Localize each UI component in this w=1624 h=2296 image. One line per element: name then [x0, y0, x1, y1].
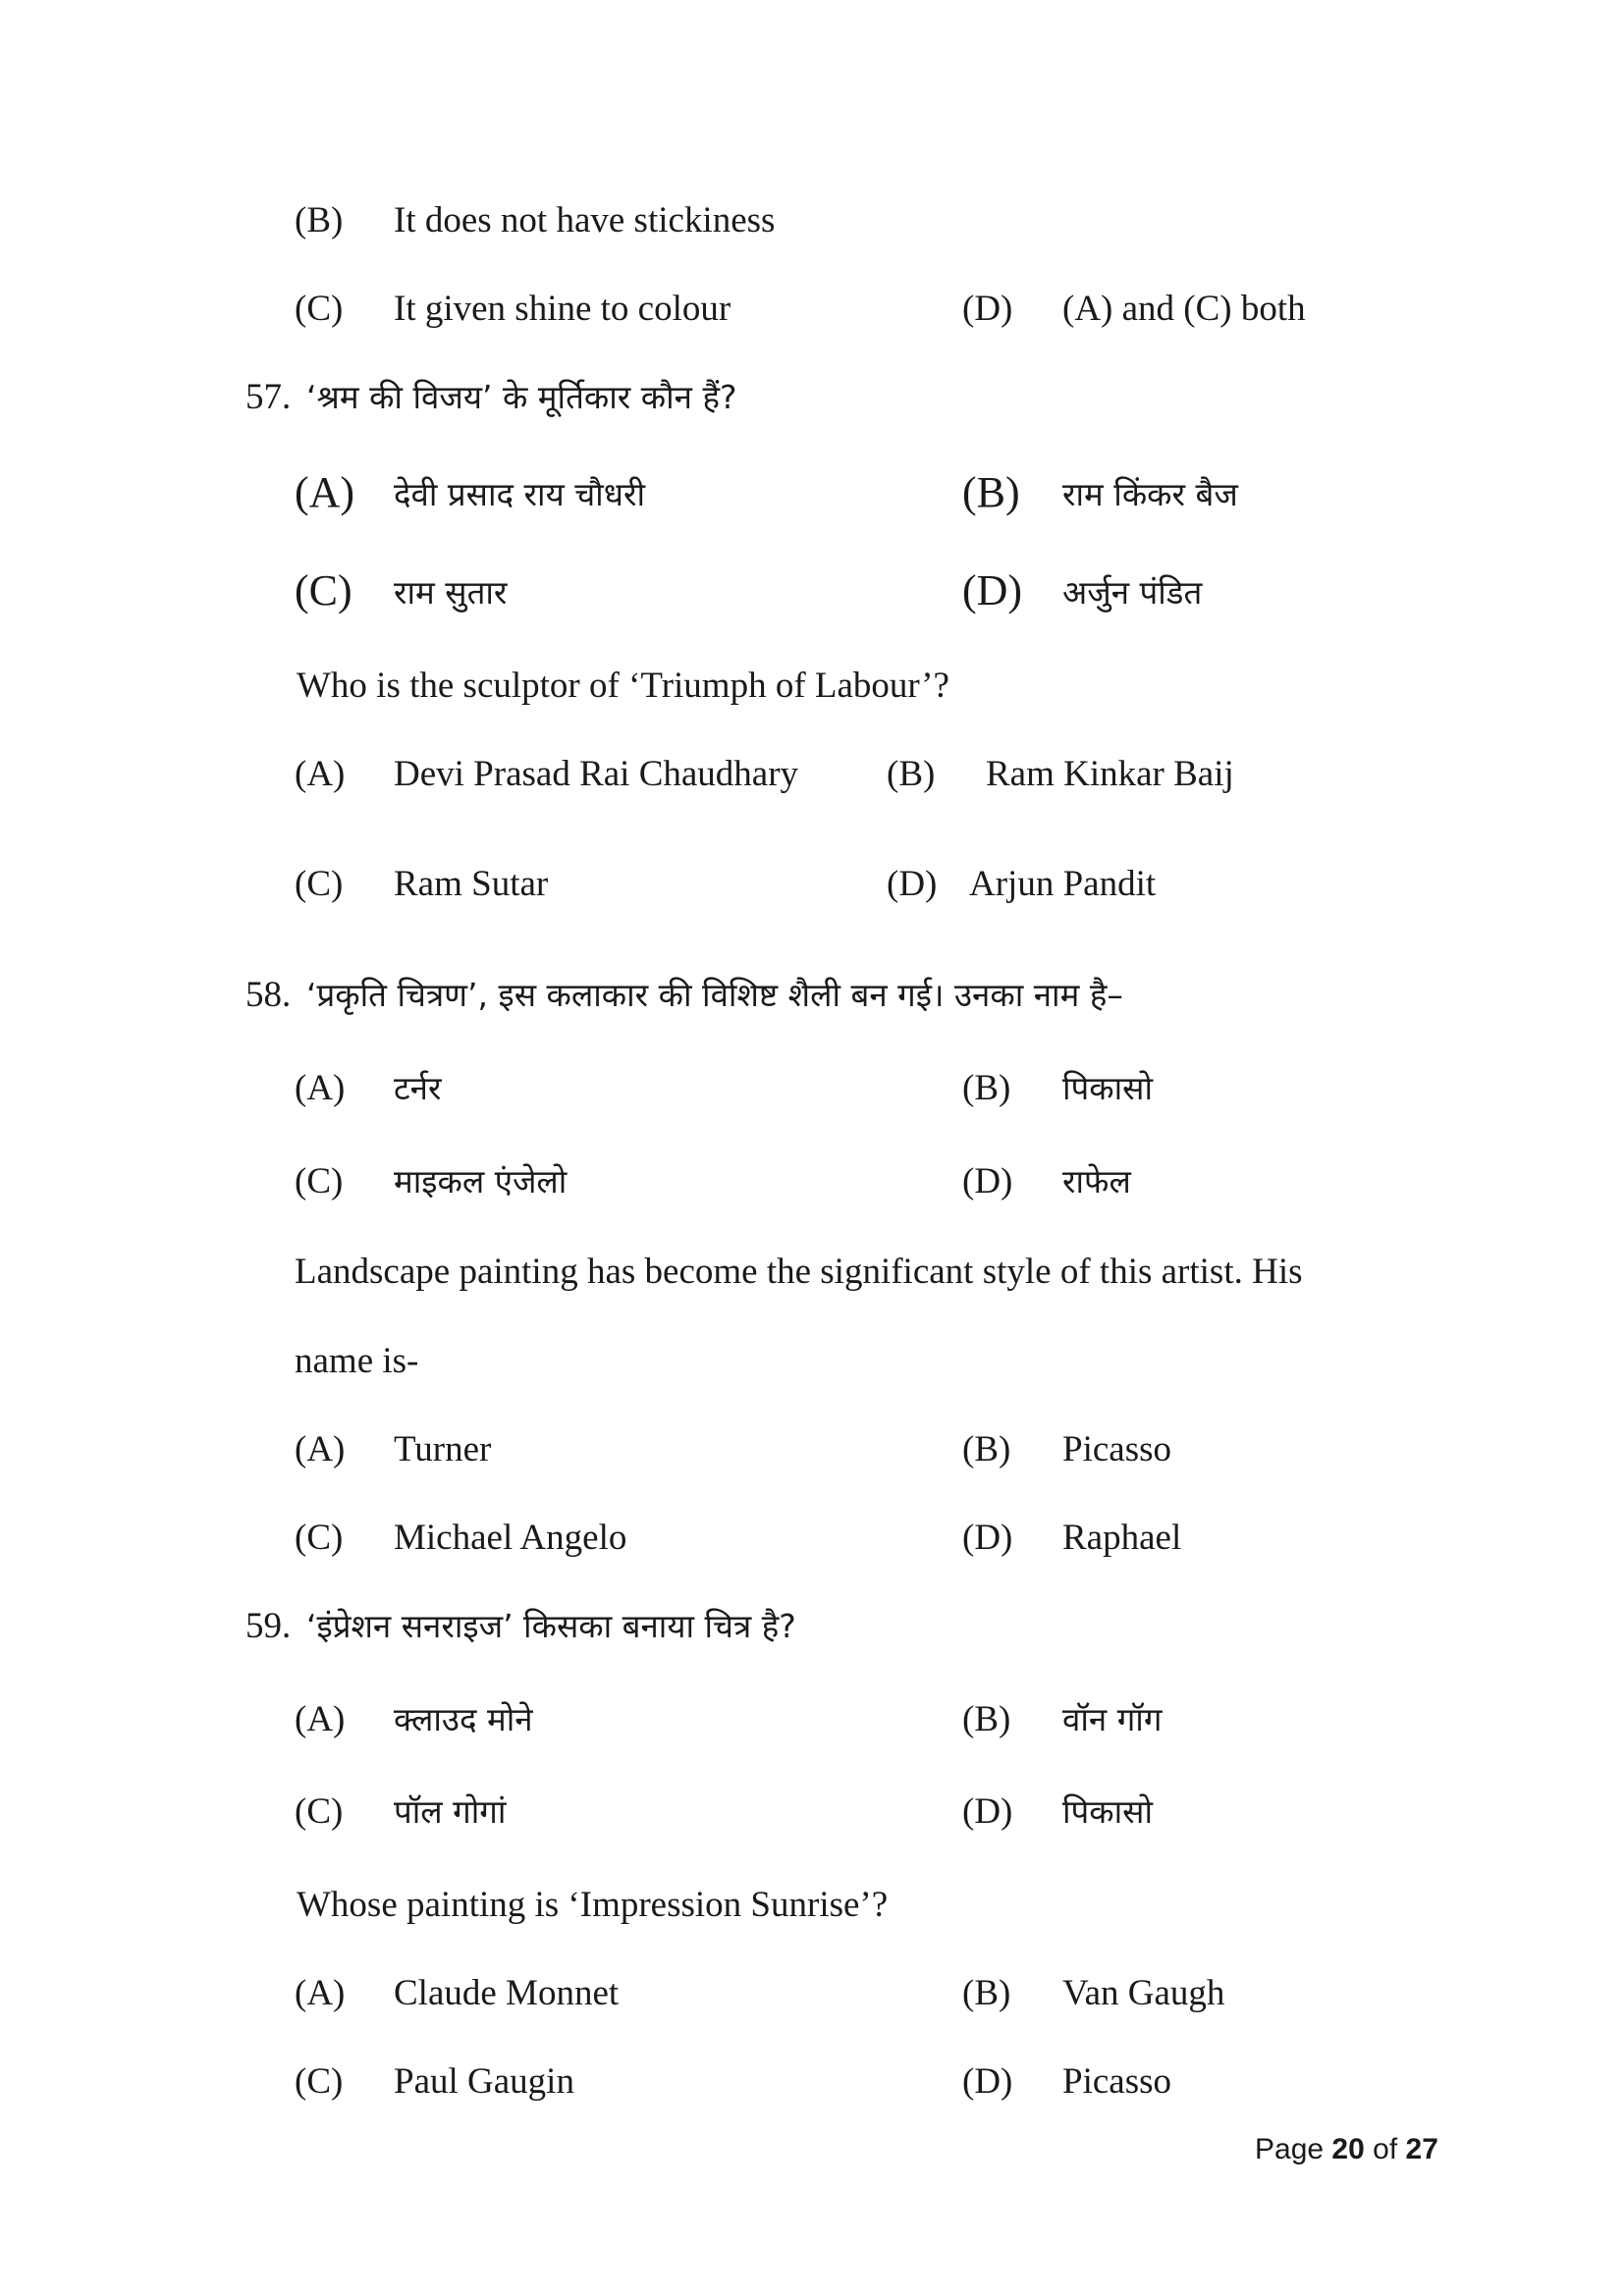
q59-en-option-a-text: Claude Monnet: [394, 1973, 620, 2013]
q57-en-option-b-label: (B): [887, 754, 936, 794]
q59-hi-option-b-label: (B): [962, 1699, 1011, 1739]
q57-hi-option-d-label: (D): [962, 566, 1023, 614]
q59-en-option-d-text: Picasso: [1062, 2061, 1171, 2102]
q57-en-option-d-text: Arjun Pandit: [969, 864, 1157, 904]
q56-option-d-label: (D): [962, 289, 1013, 329]
q59-en-option-a-label: (A): [295, 1973, 346, 2013]
q58-hi-option-b-text: पिकासो: [1062, 1069, 1154, 1107]
q57-hi-option-b-text: राम किंकर बैज: [1062, 475, 1238, 513]
q58-en-option-b-label: (B): [962, 1429, 1011, 1469]
q57-en-option-b-text: Ram Kinkar Baij: [986, 754, 1234, 794]
q59-hi-option-d-label: (D): [962, 1791, 1013, 1832]
q59-en-option-c-label: (C): [295, 2061, 344, 2102]
q59-en-option-b-label: (B): [962, 1973, 1011, 2013]
footer-page-word: Page: [1255, 2133, 1325, 2165]
q58-en-option-c-text: Michael Angelo: [394, 1518, 627, 1558]
q58-en-option-c-label: (C): [295, 1518, 344, 1558]
q59-en-option-b-text: Van Gaugh: [1062, 1973, 1225, 2013]
q57-en-option-c-label: (C): [295, 864, 344, 904]
q58-en-option-a-label: (A): [295, 1429, 346, 1469]
q57-question-hindi: ‘श्रम की विजय’ के मूर्तिकार कौन हैं?: [306, 378, 737, 416]
q58-en-option-d-text: Raphael: [1062, 1518, 1182, 1558]
footer-of-word: of: [1373, 2133, 1398, 2165]
q58-question-hindi: ‘प्रकृति चित्रण’, इस कलाकार की विशिष्ट शैली बन गई। उनका नाम है–: [306, 976, 1123, 1014]
q57-hi-option-c-label: (C): [295, 566, 352, 614]
q59-hi-option-b-text: वॉन गॉग: [1062, 1700, 1163, 1738]
q59-hi-option-c-label: (C): [295, 1791, 344, 1832]
q57-hi-option-b-label: (B): [962, 468, 1020, 516]
q57-en-option-d-label: (D): [887, 864, 938, 904]
q58-en-option-d-label: (D): [962, 1518, 1013, 1558]
q59-question-english: Whose painting is ‘Impression Sunrise’?: [297, 1885, 889, 1925]
page-number-footer: [1255, 2130, 1438, 2169]
q56-option-c-label: (C): [295, 289, 344, 329]
q58-hi-option-a-text: टर्नर: [394, 1069, 442, 1107]
q58-en-option-b-text: Picasso: [1062, 1429, 1171, 1469]
q57-hi-option-a-text: देवी प्रसाद राय चौधरी: [394, 475, 646, 513]
q59-number: 59.: [245, 1606, 292, 1646]
q56-option-c-text: It given shine to colour: [394, 289, 731, 329]
q57-en-option-a-text: Devi Prasad Rai Chaudhary: [394, 754, 799, 794]
q57-en-option-a-label: (A): [295, 754, 346, 794]
footer-current-page: 20: [1331, 2133, 1365, 2165]
q57-en-option-c-text: Ram Sutar: [394, 864, 549, 904]
q58-hi-option-d-label: (D): [962, 1161, 1013, 1201]
q57-hi-option-c-text: राम सुतार: [394, 573, 508, 612]
footer-total-pages: 27: [1405, 2133, 1438, 2165]
q56-option-b-text: It does not have stickiness: [394, 200, 776, 240]
q58-question-english-line1: Landscape painting has become the significant style of this artist. His: [295, 1252, 1303, 1292]
q56-option-b-label: (B): [295, 200, 344, 240]
q59-hi-option-d-text: पिकासो: [1062, 1792, 1154, 1831]
q58-en-option-a-text: Turner: [394, 1429, 492, 1469]
q59-hi-option-a-label: (A): [295, 1699, 346, 1739]
q58-question-english-line2: name is-: [295, 1341, 419, 1381]
q59-hi-option-c-text: पॉल गोगां: [394, 1792, 507, 1831]
q59-en-option-d-label: (D): [962, 2061, 1013, 2102]
q59-hi-option-a-text: क्लाउद मोने: [394, 1700, 533, 1738]
q58-number: 58.: [245, 975, 292, 1015]
q59-question-hindi: ‘इंप्रेशन सनराइज’ किसका बनाया चित्र है?: [306, 1607, 796, 1645]
q56-option-d-text: (A) and (C) both: [1062, 289, 1306, 329]
q57-question-english: Who is the sculptor of ‘Triumph of Labour’?: [297, 666, 949, 706]
q58-hi-option-a-label: (A): [295, 1068, 346, 1108]
q58-hi-option-c-label: (C): [295, 1161, 344, 1201]
q58-hi-option-c-text: माइकल एंजेलो: [394, 1162, 568, 1201]
q57-number: 57.: [245, 377, 292, 417]
q58-hi-option-b-label: (B): [962, 1068, 1011, 1108]
q57-hi-option-d-text: अर्जुन पंडित: [1062, 573, 1203, 612]
q59-en-option-c-text: Paul Gaugin: [394, 2061, 574, 2102]
q57-hi-option-a-label: (A): [295, 468, 355, 516]
q58-hi-option-d-text: राफेल: [1062, 1162, 1131, 1201]
